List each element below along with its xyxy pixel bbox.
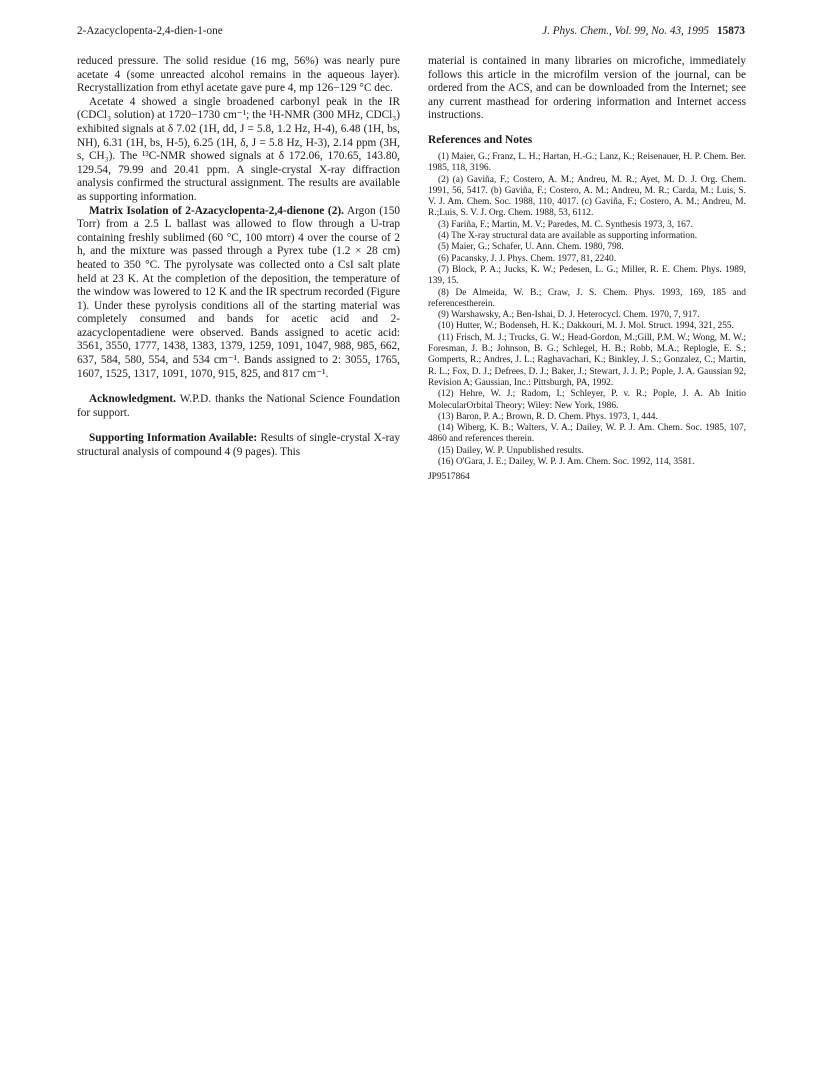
reference-item: (15) Dailey, W. P. Unpublished results.	[438, 445, 584, 456]
acknowledgment-text: W.P.D. thanks the National Science Foundation for support.	[77, 393, 400, 419]
supporting-info-paragraph	[77, 432, 400, 459]
reference-item: (13) Baron, P. A.; Brown, R. D. Chem. Phys. 1973, 1, 444.	[438, 411, 658, 422]
running-head	[77, 25, 745, 41]
reference-item: (7) Block, P. A.; Jucks, K. W.; Pedesen, L. G.; Miller, R. E. Chem. Phys. 1989, 139, 15.	[428, 264, 746, 287]
reference-item: (14) Wiberg, K. B.; Walters, V. A.; Dailey, W. P. J. Am. Chem. Soc. 1985, 107, 4860 and references therein.	[428, 423, 746, 445]
supporting-info-heading: Supporting Information Available:	[89, 432, 258, 445]
reference-list	[428, 152, 746, 468]
matrix-isolation-text: Argon (150 Torr) from a 2.5 L ballast was allowed to flow through a U-trap containing freshly sublimed (60 °C, 100 mtorr) 4 over the course of 2 h, and the mixture was passed through a Pyrex tube (1.2 × 28 cm) heated to 350 °C. The pyrolysate was collected onto a CsI salt plate held at 23 K. At the completion of the deposition, the temperature of the window was lowered to 12 K and the IR spectrum recorded (Figure 1). Under these pyrolysis conditions all of the starting material was completely consumed and bands for acetic acid and 2-azacyclopentadiene were observed. Bands assigned to acetic acid: 3561, 3550, 1777, 1438, 1383, 1379, 1259, 1091, 1047, 988, 985, 662, 637, 584, 580, 554, and 534 cm⁻¹. Bands assigned to 2: 3055, 1765, 1607, 1525, 1317, 1091, 1070, 915, 825, and 817 cm⁻¹.	[77, 204, 400, 380]
document-id: JP9517864	[428, 472, 470, 483]
supporting-info-text: Results of single-crystal X-ray structural analysis of compound 4 (9 pages). This	[77, 432, 401, 459]
right-column	[428, 55, 746, 484]
reference-item: (10) Hutter, W.; Bodenseh, H. K.; Dakkouri, M. J. Mol. Struct. 1994, 321, 255.	[438, 321, 734, 332]
body-paragraph-3	[77, 205, 400, 382]
reference-item: (16) O'Gara, J. E.; Dailey, W. P. J. Am. Chem. Soc. 1992, 114, 3581.	[438, 456, 695, 467]
references-heading: References and Notes	[428, 133, 533, 146]
supporting-info-continued: material is contained in many libraries on microfiche, immediately follows this article in the microfilm version of the journal, can be ordered from the ACS, and can be downloaded from the Internet; see any current masthead for ordering information and Internet access instructions.	[428, 55, 746, 122]
reference-item: (11) Frisch, M. J.; Trucks, G. W.; Head-Gordon, M.;Gill, P.M. W.; Wong, M. W.; Foresman, J. B.; Johnson, B. G.; Schlegel, H. B.; Robb, M.A.; Replogle, E. S.; Gomperts, R.; Andres, J. L.; Raghavachari, K.; Binkley, J. S.; Gonzalez, C.; Martin, R. L.; Fox, D. J.; Defrees, D. J.; Baker, J.; Stewart, J. J. P.; Pople, J. A. Gaussian 92, Revision A; Gaussian, Inc.: Pittsburgh, PA, 1992.	[428, 332, 746, 388]
reference-item: (2) (a) Gaviña, F.; Costero, A. M.; Andreu, M. R.; Ayet, M. D. J. Org. Chem. 1991, 56, 5417. (b) Gaviña, F.; Costero, A. M.; Andreu, M. R.; Carda, M.; Luis, S. V. J. Am. Chem. Soc. 1988, 110, 4017. (c) Gaviña, F.; Costero, A. M.; Andreu, M. R.;Luis, S. V. J. Org. Chem. 1988, 53, 6112.	[428, 174, 746, 219]
page-number: 15873	[717, 25, 745, 37]
reference-item: (6) Pacansky, J. J. Phys. Chem. 1977, 81, 2240.	[438, 253, 617, 264]
matrix-isolation-heading: Matrix Isolation of 2-Azacyclopenta-2,4-dienone (2).	[89, 204, 344, 217]
reference-item: (4) The X-ray structural data are available as supporting information.	[438, 231, 698, 242]
running-head-title: 2-Azacyclopenta-2,4-dien-1-one	[77, 25, 223, 37]
reference-item: (5) Maier, G.; Schafer, U. Ann. Chem. 1980, 798.	[438, 242, 624, 253]
acknowledgment-paragraph	[77, 393, 400, 420]
acknowledgment-heading: Acknowledgment.	[89, 393, 176, 406]
running-head-journal-info	[542, 25, 745, 37]
body-paragraph-2: Acetate 4 showed a single broadened carbonyl peak in the IR (CDCl₃ solution) at 1720−1730 cm⁻¹; the ¹H-NMR (300 MHz, CDCl₃) exhibited signals at δ 7.02 (1H, dd, J = 5.8, 1.2 Hz, H-4), 6.48 (1H, bs, NH), 6.31 (1H, bs, H-5), 6.25 (1H, δ, J = 5.8 Hz, H-3), 2.14 ppm (3H, s, CH₃). The ¹³C-NMR showed signals at δ 172.06, 170.65, 143.80, 129.54, 79.99 and 20.41 ppm. A single-crystal X-ray diffraction analysis confirmed the structural assignment. The results are available as supporting information.	[77, 95, 400, 203]
reference-item: (9) Warshawsky, A.; Ben-Ishai, D. J. Heterocycl. Chem. 1970, 7, 917.	[438, 310, 700, 321]
body-paragraph-1: reduced pressure. The solid residue (16 mg, 56%) was nearly pure acetate 4 (some unreacted alcohol remains in the aqueous layer). Recrystallization from ethyl acetate gave pure 4, mp 126−129 °C dec.	[77, 55, 400, 95]
reference-item: (12) Hehre, W. J.; Radom, I.; Schleyer, P. v. R.; Pople, J. A. Ab Initio MolecularOrbital Theory; Wiley: New York, 1986.	[428, 389, 746, 411]
reference-item: (8) De Almeida, W. B.; Craw, J. S. Chem. Phys. 1993, 169, 185 and referencestherein.	[428, 287, 746, 309]
left-column	[77, 55, 400, 460]
reference-item: (3) Fariña, F.; Martin, M. V.; Paredes, M. C. Synthesis 1973, 3, 167.	[438, 219, 693, 230]
journal-citation: J. Phys. Chem., Vol. 99, No. 43, 1995	[542, 25, 710, 37]
reference-item: (1) Maier, G.; Franz, L. H.; Hartan, H.-G.; Lanz, K.; Reisenauer, H. P. Chem. Ber. 1985, 118, 3196.	[428, 151, 746, 174]
